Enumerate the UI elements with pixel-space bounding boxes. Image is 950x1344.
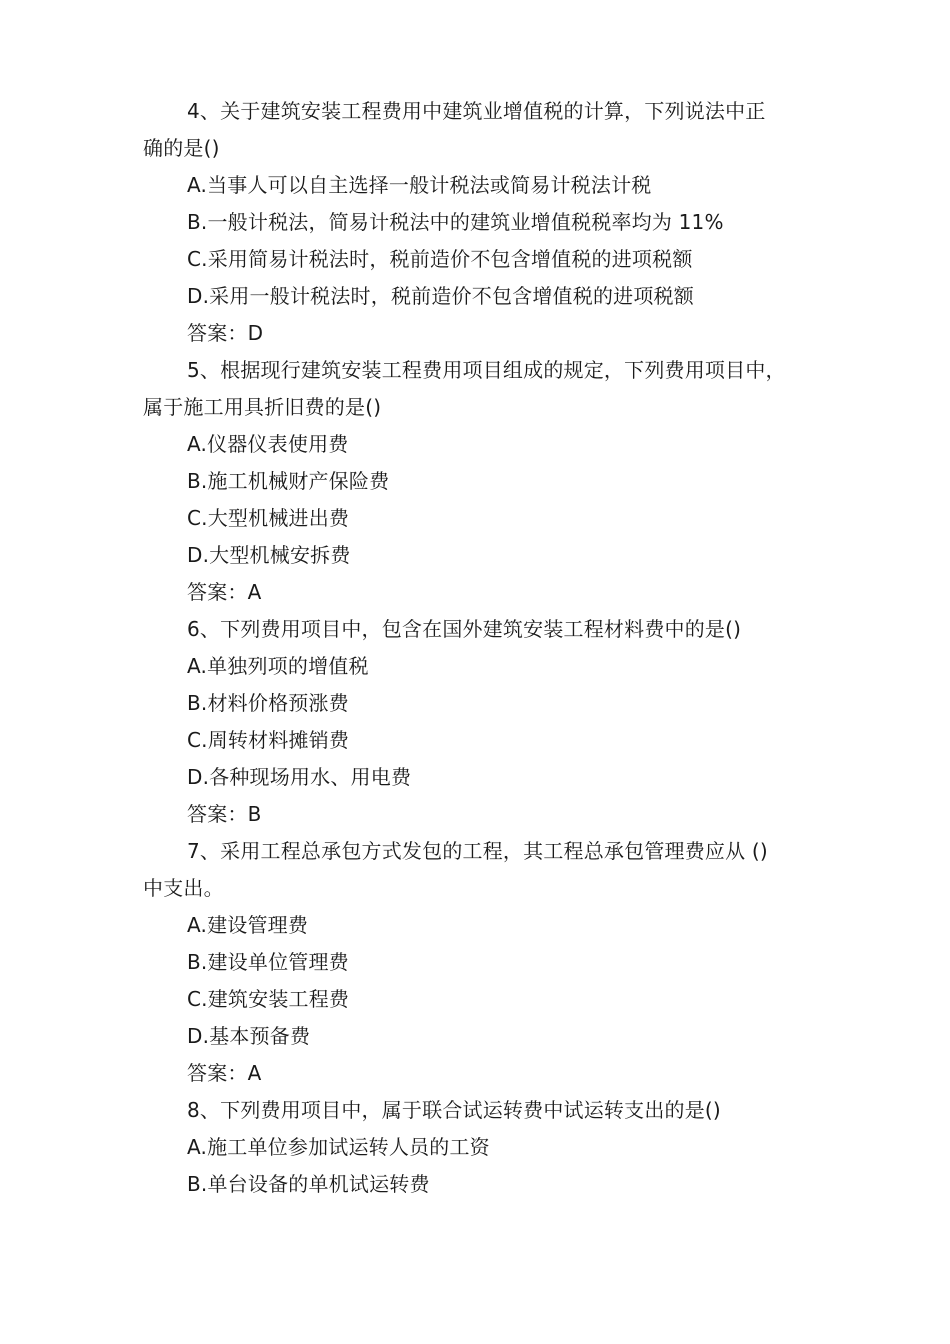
question-4-option-c: C.采用简易计税法时，税前造价不包含增值税的进项税额 [187,247,693,271]
question-7-option-a: A.建设管理费 [187,913,309,937]
question-7-stem-continued: 中支出。 [143,876,224,900]
question-5-option-d: D.大型机械安拆费 [187,543,351,567]
question-5-option-b: B.施工机械财产保险费 [187,469,390,493]
question-6-option-c: C.周转材料摊销费 [187,728,350,752]
question-8-option-b: B.单台设备的单机试运转费 [187,1172,430,1196]
question-7-option-b: B.建设单位管理费 [187,950,349,974]
question-8-option-a: A.施工单位参加试运转人员的工资 [187,1135,490,1159]
question-4-option-b: B.一般计税法，简易计税法中的建筑业增值税税率均为 11% [187,210,724,234]
question-4-stem-continued: 确的是() [143,136,220,160]
question-7-stem: 7、采用工程总承包方式发包的工程，其工程总承包管理费应从 () [187,839,768,863]
question-7-option-c: C.建筑安装工程费 [187,987,350,1011]
question-6-option-d: D.各种现场用水、用电费 [187,765,412,789]
question-6-option-b: B.材料价格预涨费 [187,691,349,715]
question-6-option-a: A.单独列项的增值税 [187,654,369,678]
question-5-option-a: A.仪器仪表使用费 [187,432,349,456]
question-5-option-c: C.大型机械进出费 [187,506,350,530]
question-4-option-d: D.采用一般计税法时，税前造价不包含增值税的进项税额 [187,284,694,308]
question-5-stem: 5、根据现行建筑安装工程费用项目组成的规定，下列费用项目中， [187,358,786,382]
question-5-stem-continued: 属于施工用具折旧费的是() [143,395,382,419]
question-5-answer: 答案：A [187,580,262,604]
question-6-stem: 6、下列费用项目中，包含在国外建筑安装工程材料费中的是() [187,617,742,641]
question-4-answer: 答案：D [187,321,264,345]
question-7-option-d: D.基本预备费 [187,1024,311,1048]
question-4-option-a: A.当事人可以自主选择一般计税法或简易计税法计税 [187,173,652,197]
question-7-answer: 答案：A [187,1061,262,1085]
question-6-answer: 答案：B [187,802,262,826]
document-body [143,93,823,1203]
question-8-stem: 8、下列费用项目中，属于联合试运转费中试运转支出的是() [187,1098,721,1122]
question-4-stem: 4、关于建筑安装工程费用中建筑业增值税的计算，下列说法中正 [187,99,766,123]
